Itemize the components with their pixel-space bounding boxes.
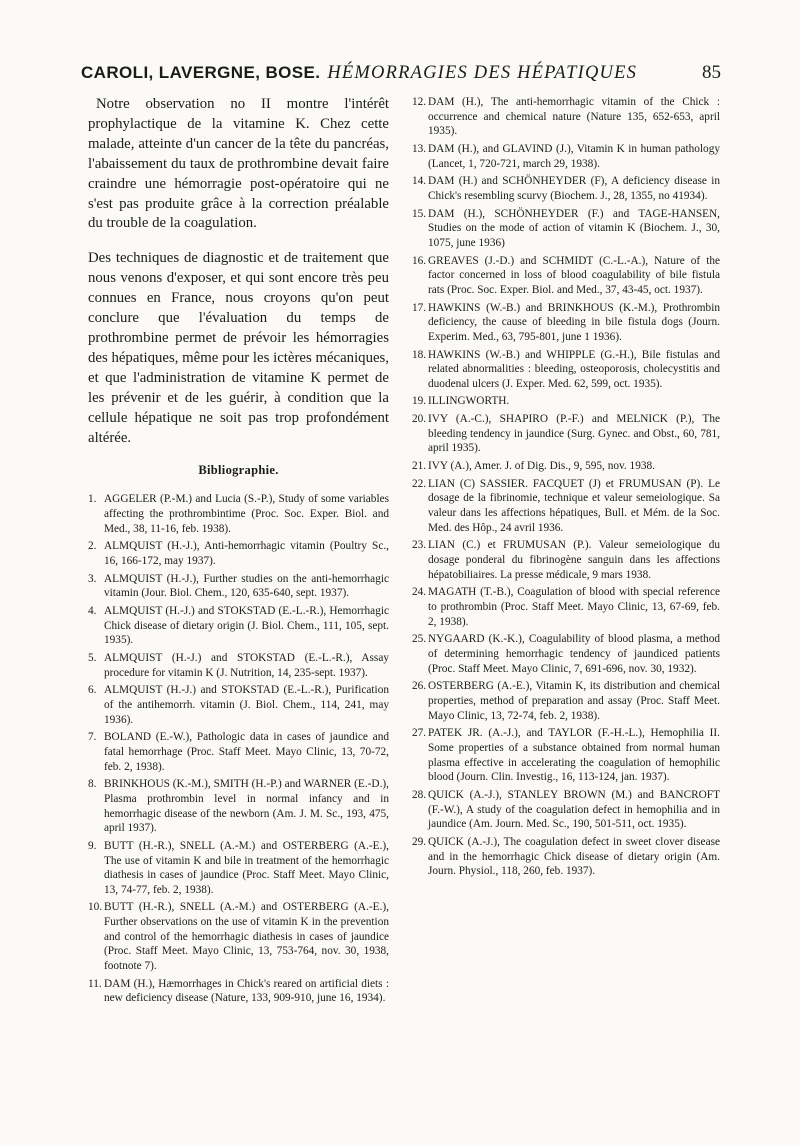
reference-text: LIAN (C) SASSIER. FACQUET (J) et FRUMUSAN (P). Le dosage de la fibrinomie, technique et valeur semeiologique. Sa valeur dans les affections hépatiques, Bull. et Mém. de la Soc. Med. des Hôp., 24 avril 1936. bbox=[428, 477, 720, 534]
left-column bbox=[88, 95, 389, 1009]
reference-text: BOLAND (E.-W.), Pathologic data in cases of jaundice and fatal hemorrhage (Proc. Staff Meet. Mayo Clinic, 13, 70-72, feb. 2, 1938). bbox=[104, 731, 389, 773]
header-authors: CAROLI, LAVERGNE, BOSE. bbox=[81, 63, 321, 82]
reference-item bbox=[88, 977, 389, 1006]
reference-number: 11. bbox=[88, 977, 102, 990]
reference-item bbox=[412, 394, 720, 409]
reference-item bbox=[88, 572, 389, 601]
reference-item bbox=[412, 788, 720, 832]
reference-item bbox=[412, 142, 720, 171]
reference-text: ALMQUIST (H.-J.) and STOKSTAD (E.-L.-R.), Assay procedure for vitamin K (J. Nutrition, 14, 235-sept. 1937). bbox=[104, 651, 389, 679]
reference-text: HAWKINS (W.-B.) and BRINKHOUS (K.-M.), Prothrombin deficiency, the cause of bleeding in bile fistula dogs (Journ. Experim. Med., 63, 795-801, june 1 1936). bbox=[428, 301, 720, 343]
reference-number: 12. bbox=[412, 96, 427, 108]
reference-list-left bbox=[88, 492, 389, 1006]
reference-item bbox=[412, 254, 720, 298]
reference-number: 10. bbox=[88, 901, 103, 914]
body-paragraph-1: Notre observation no II montre l'intérêt prophylactique de la vitamine K. Chez cette malade, atteinte d'un cancer de la tête du pancréas, l'abaissement du taux de prothrombine devait faire craindre une hémorragie post-opératoire qui ne s'est pas produite grâce à la correction préalable du trouble de la coagulation. bbox=[88, 96, 389, 232]
reference-text: IVY (A.-C.), SHAPIRO (P.-F.) and MELNICK (P.), The bleeding tendency in jaundice (Surg. Gynec. and Obst., 60, 781, april 1935). bbox=[428, 413, 720, 455]
reference-text: ALMQUIST (H.-J.) and STOKSTAD (E.-L.-R.), Hemorrhagic Chick disease of dietary origin (J. Biol. Chem., 111, 105, sept. 1935). bbox=[104, 605, 389, 647]
reference-text: ALMQUIST (H.-J.), Further studies on the anti-hemorrhagic vitamin (Jour. Biol. Chem., 120, 635-640, sept. 1937). bbox=[104, 572, 389, 600]
reference-item bbox=[412, 585, 720, 629]
reference-number: 25. bbox=[412, 633, 427, 646]
reference-text: ALMQUIST (H.-J.), Anti-hemorrhagic vitamin (Poultry Sc., 16, 166-172, may 1937). bbox=[104, 540, 389, 568]
reference-number: 4. bbox=[88, 605, 97, 617]
reference-item bbox=[412, 95, 720, 139]
reference-number: 3. bbox=[88, 572, 97, 585]
bibliography-heading: Bibliographie. bbox=[198, 463, 279, 478]
reference-number: 23. bbox=[412, 539, 427, 552]
reference-list-right bbox=[412, 95, 720, 879]
page-number: 85 bbox=[702, 62, 721, 83]
reference-text: HAWKINS (W.-B.) and WHIPPLE (G.-H.), Bile fistulas and related abnormalities : bleeding, osteoporosis, cholecystitis and duodenal ulcers (J. Exper. Med. 62, 599, oct. 1935). bbox=[428, 348, 720, 390]
reference-text: LIAN (C.) et FRUMUSAN (P.). Valeur semeiologique du dosage ponderal du fibrinogène sanguin dans les affections hépatobiliaires. La presse médicale, 9 mars 1938. bbox=[428, 539, 720, 581]
reference-item bbox=[412, 726, 720, 785]
reference-item bbox=[412, 679, 720, 723]
reference-number: 21. bbox=[412, 460, 427, 473]
reference-item bbox=[88, 604, 389, 648]
reference-number: 20. bbox=[412, 413, 427, 426]
reference-item bbox=[88, 777, 389, 836]
reference-item bbox=[412, 477, 720, 536]
reference-text: QUICK (A.-J.), STANLEY BROWN (M.) and BANCROFT (F.-W.), A study of the coagulation defect in hemophilia and in jaundice (Am. Journ. Med. Sc., 190, 501-511, oct. 1935). bbox=[428, 788, 720, 831]
reference-item bbox=[412, 301, 720, 345]
reference-number: 19. bbox=[412, 395, 427, 408]
reference-item bbox=[88, 651, 389, 680]
reference-text: DAM (H.), Hæmorrhages in Chick's reared on artificial diets : new deficiency disease (Nature, 133, 909-910, june 16, 1934). bbox=[104, 977, 389, 1005]
reference-text: DAM (H.), and GLAVIND (J.), Vitamin K in human pathology (Lancet, 1, 720-721, march 29, 1938). bbox=[428, 142, 720, 170]
reference-number: 16. bbox=[412, 254, 427, 267]
reference-number: 28. bbox=[412, 788, 427, 801]
reference-text: PATEK JR. (A.-J.), and TAYLOR (F.-H.-L.), Hemophilia II. Some properties of a substance obtained from normal human plasma effective in accelerating the coagulation of hemophilic blood (Journ. Clin. Investig., 16, 113-124, jan. 1937). bbox=[428, 727, 720, 784]
header-title: HÉMORRAGIES DES HÉPATIQUES bbox=[327, 63, 638, 83]
reference-number: 17. bbox=[412, 301, 427, 314]
reference-text: OSTERBERG (A.-E.), Vitamin K, its distribution and chemical properties, method of preparation and assay (Proc. Staff Meet. Mayo Clinic, 13, 72-74, feb. 2, 1938). bbox=[428, 680, 720, 722]
reference-number: 6. bbox=[88, 684, 97, 697]
reference-text: ILLINGWORTH. bbox=[428, 395, 510, 408]
reference-number: 7. bbox=[88, 731, 97, 744]
reference-item bbox=[412, 207, 720, 251]
reference-number: 15. bbox=[412, 207, 427, 220]
reference-number: 8. bbox=[88, 778, 97, 791]
reference-number: 14. bbox=[412, 175, 427, 188]
reference-text: BRINKHOUS (K.-M.), SMITH (H.-P.) and WARNER (E.-D.), Plasma prothrombin level in normal infancy and in hemorrhagic disease of the newborn (Am. J. M. Sc., 193, 475, april 1937). bbox=[104, 778, 389, 835]
reference-text: MAGATH (T.-B.), Coagulation of blood with special reference to prothrombin (Proc. Staff Meet. Mayo Clinic, 13, 67-69, feb. 2, 1938). bbox=[428, 586, 720, 628]
reference-text: DAM (H.), SCHÖNHEYDER (F.) and TAGE-HANSEN, Studies on the mode of action of vitamin K (Biochem. J., 30, 1075, june 1936) bbox=[428, 207, 720, 249]
reference-number: 9. bbox=[88, 839, 97, 852]
reference-item bbox=[412, 174, 720, 203]
reference-number: 13. bbox=[412, 142, 427, 155]
right-column bbox=[412, 95, 720, 882]
reference-text: GREAVES (J.-D.) and SCHMIDT (C.-L.-A.), Nature of the factor concerned in loss of blood coagulability of bile fistula rats (Proc. Soc. Exper. Biol. and Med., 37, 43-45, oct. 1937). bbox=[428, 254, 720, 296]
reference-item bbox=[88, 539, 389, 568]
reference-number: 18. bbox=[412, 348, 427, 361]
reference-item bbox=[412, 412, 720, 456]
reference-item bbox=[412, 348, 720, 392]
reference-number: 26. bbox=[412, 680, 427, 693]
reference-text: BUTT (H.-R.), SNELL (A.-M.) and OSTERBERG (A.-E.), The use of vitamin K and bile in treatment of the hemorrhagic diathesis in cases of jaundice (Proc. Staff Meet. Mayo Clinic, 13, 74-77, feb. 2, 1938). bbox=[104, 839, 389, 896]
body-paragraph-2: Des techniques de diagnostic et de traitement que nous venons d'exposer, et qui sont encore très peu connues en France, nous croyons qu'on peut conclure que l'évaluation du temps de prothrombine permet de prévoir les hémorragies des hépatiques, même pour les ictères mécaniques, et que l'administration de vitamine K permet de les prévenir et de les guérir, à condition que la cellule hépatique ne soit pas trop profondément altérée. bbox=[88, 250, 389, 446]
reference-text: QUICK (A.-J.), The coagulation defect in sweet clover disease and in the hemorrhagic Chick disease of dietary origin (Am. Journ. Physiol., 118, 260, feb. 1937). bbox=[428, 835, 720, 878]
reference-item bbox=[412, 538, 720, 582]
reference-text: DAM (H.), The anti-hemorrhagic vitamin of the Chick : occurrence and chemical nature (Nature 135, 652-653, april 1935). bbox=[428, 96, 720, 138]
reference-number: 1. bbox=[88, 493, 97, 506]
reference-item bbox=[88, 900, 389, 973]
reference-text: DAM (H.) and SCHÖNHEYDER (F), A deficiency disease in Chick's resembling scurvy (Biochem. J., 28, 1355, no 41934). bbox=[428, 175, 720, 202]
reference-item bbox=[88, 683, 389, 727]
reference-number: 5. bbox=[88, 651, 97, 664]
reference-item bbox=[88, 839, 389, 898]
reference-item bbox=[412, 835, 720, 879]
reference-text: NYGAARD (K.-K.), Coagulability of blood plasma, a method of determining hemorrhagic tendency of jaundiced patients (Proc. Staff Meet. Mayo Clinic, 7, 691-696, nov. 30, 1932). bbox=[428, 633, 720, 675]
reference-number: 27. bbox=[412, 727, 427, 740]
reference-number: 29. bbox=[412, 835, 427, 848]
reference-text: AGGELER (P.-M.) and Lucia (S.-P.), Study of some variables affecting the prothrombintime (Proc. Soc. Exper. Biol. and Med., 38, 11-16, feb. 1938). bbox=[104, 493, 389, 535]
reference-number: 22. bbox=[412, 477, 427, 490]
reference-item bbox=[88, 730, 389, 774]
reference-text: IVY (A.), Amer. J. of Dig. Dis., 9, 595, nov. 1938. bbox=[428, 460, 655, 473]
reference-item bbox=[88, 492, 389, 536]
reference-text: ALMQUIST (H.-J.) and STOKSTAD (E.-L.-R.), Purification of the antihemorrh. vitamin (J. Biol. Chem., 114, 241, may 1936). bbox=[104, 684, 389, 726]
reference-number: 24. bbox=[412, 586, 427, 599]
reference-item bbox=[412, 459, 720, 474]
reference-text: BUTT (H.-R.), SNELL (A.-M.) and OSTERBERG (A.-E.), Further observations on the use of vitamin K in the prevention and control of the hemorrhagic diathesis in cases of jaundice (Proc. Staff Meet. Mayo Clinic, 13, 753-764, nov. 30, 1938, footnote 7). bbox=[104, 901, 389, 973]
running-header bbox=[81, 62, 721, 88]
reference-item bbox=[412, 632, 720, 676]
reference-number: 2. bbox=[88, 540, 97, 553]
